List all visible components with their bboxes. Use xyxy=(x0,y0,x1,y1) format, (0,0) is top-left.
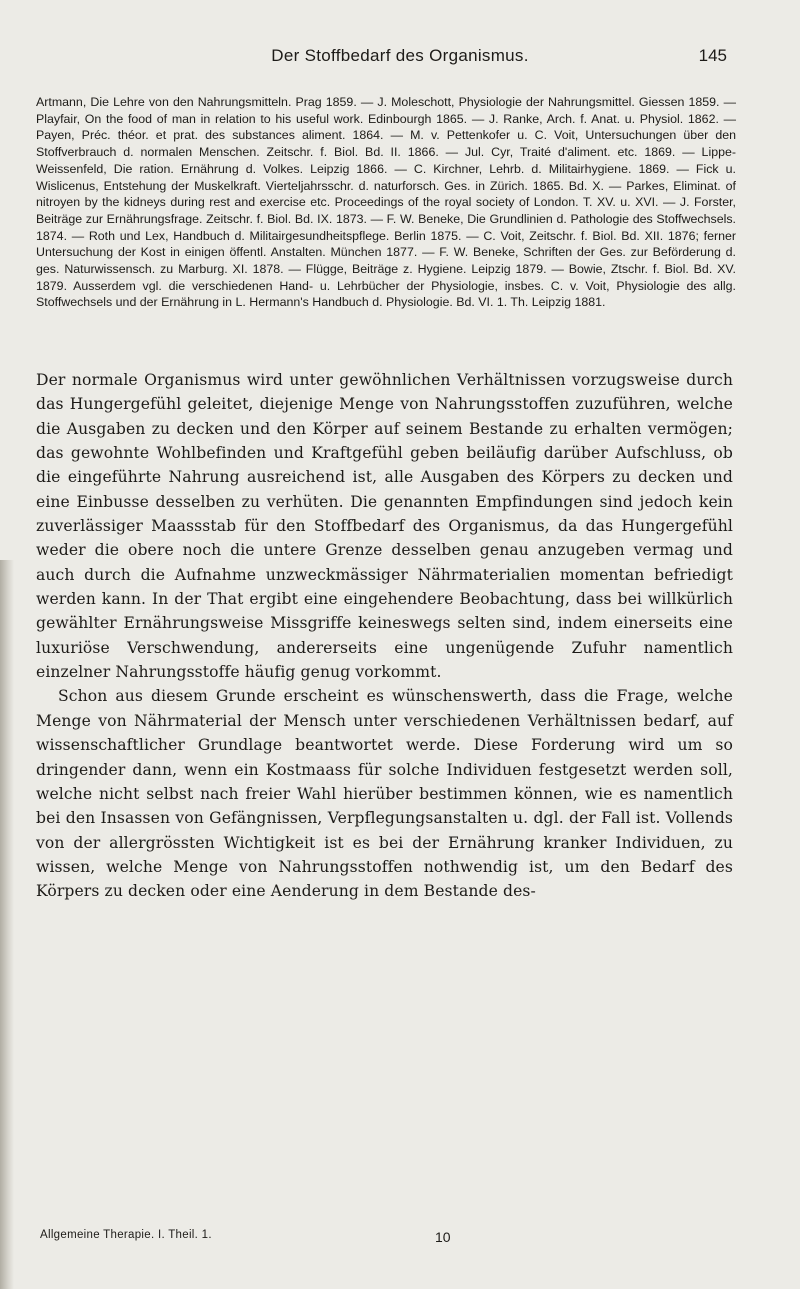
page-number: 145 xyxy=(698,46,727,65)
paragraph-2: Schon aus diesem Grunde erscheint es wünschenswerth, dass die Frage, welche Menge von Nährmaterial der Mensch unter verschiedenen Verhältnissen bedarf, auf wissenschaftlicher Grundlage beantwortet werde. Diese Forderung wird um so dringender dann, wenn ein Kostmaass für solche Individuen festgesetzt werden soll, welche nicht selbst nach freier Wahl hierüber bestimmen können, wie es namentlich bei den Insassen von Gefängnissen, Verpflegungsanstalten u. dgl. der Fall ist. Vollends von der allergrössten Wichtigkeit ist es bei der Ernährung kranker Individuen, zu wissen, welche Menge von Nahrungsstoffen nothwendig ist, um den Bedarf des Körpers zu decken oder eine Aenderung in dem Bestande des- xyxy=(36,687,733,901)
printer-signature: Allgemeine Therapie. I. Theil. 1. xyxy=(40,1229,212,1241)
bibliography-references: Artmann, Die Lehre von den Nahrungsmitteln. Prag 1859. — J. Moleschott, Physiologie der Nahrungsmittel. Giessen 1859. — Playfair, On the food of man in relation to his useful work. Edinbourgh 1865. — J. Ranke, Arch. f. Anat. u. Physiol. 1862. — Payen, Préc. théor. et prat. des substances aliment. 1864. — M. v. Pettenkofer u. C. Voit, Untersuchungen über den Stoffverbrauch d. normalen Menschen. Zeitschr. f. Biol. Bd. II. 1866. — Jul. Cyr, Traité d'aliment. etc. 1869. — Lippe-Weissenfeld, Die ration. Ernährung d. Volkes. Leipzig 1866. — C. Kirchner, Lehrb. d. Militairhygiene. 1869. — Fick u. Wislicenus, Entstehung der Muskelkraft. Vierteljahrsschr. d. naturforsch. Ges. in Zürich. 1865. Bd. X. — Parkes, Eliminat. of nitroyen by the kidneys during rest and exercise etc. Proceedings of the royal society of London. T. XV. u. XVI. — J. Forster, Beiträge zur Ernährungsfrage. Zeitschr. f. Biol. Bd. IX. 1873. — F. W. Beneke, Die Grundlinien d. Pathologie des Stoffwechsels. 1874. — Roth und Lex, Handbuch d. Militairgesundheitspflege. Berlin 1875. — C. Voit, Zeitschr. f. Biol. Bd. XII. 1876; ferner Untersuchung der Kost in einigen öffentl. Anstalten. München 1877. — F. W. Beneke, Schriften der Ges. zur Beförderung d. ges. Naturwissensch. zu Marburg. XI. 1878. — Flügge, Beiträge z. Hygiene. Leipzig 1879. — Bowie, Ztschr. f. Biol. Bd. XV. 1879. Ausserdem vgl. die verschiedenen Hand- u. Lehrbücher der Physiologie, insbes. C. v. Voit, Physiologie des allg. Stoffwechsels und der Ernährung in L. Hermann's Handbuch d. Physiologie. Bd. VI. 1. Th. Leipzig 1881. xyxy=(36,95,736,310)
page-gutter-shadow xyxy=(0,560,14,1289)
sheet-number: 10 xyxy=(435,1229,451,1245)
page-footer xyxy=(40,1229,700,1249)
body-text xyxy=(36,368,733,904)
running-title: Der Stoffbedarf des Organismus. xyxy=(271,46,529,65)
page-header xyxy=(0,46,800,72)
paragraph-1: Der normale Organismus wird unter gewöhnlichen Verhältnissen vorzugsweise durch das Hungergefühl geleitet, diejenige Menge von Nahrungsstoffen zuzuführen, welche die Ausgaben zu decken und den Körper auf seinem Bestande zu erhalten vermögen; das gewohnte Wohlbefinden und Kraftgefühl geben beiläufig darüber Aufschluss, ob die eingeführte Nahrung ausreichend ist, alle Ausgaben des Körpers zu decken und eine Einbusse desselben zu verhüten. Die genannten Empfindungen sind jedoch kein zuverlässiger Maassstab für den Stoffbedarf des Organismus, da das Hungergefühl weder die obere noch die untere Grenze desselben genau anzugeben vermag und auch durch die Aufnahme unzweckmässiger Nährmaterialien momentan befriedigt werden kann. In der That ergibt eine eingehendere Beobachtung, dass bei willkürlich gewählter Ernährungsweise Missgriffe keineswegs selten sind, indem einerseits eine luxuriöse Verschwendung, andererseits eine ungenügende Zufuhr namentlich einzelner Nahrungsstoffe häufig genug vorkommt. xyxy=(36,371,733,682)
